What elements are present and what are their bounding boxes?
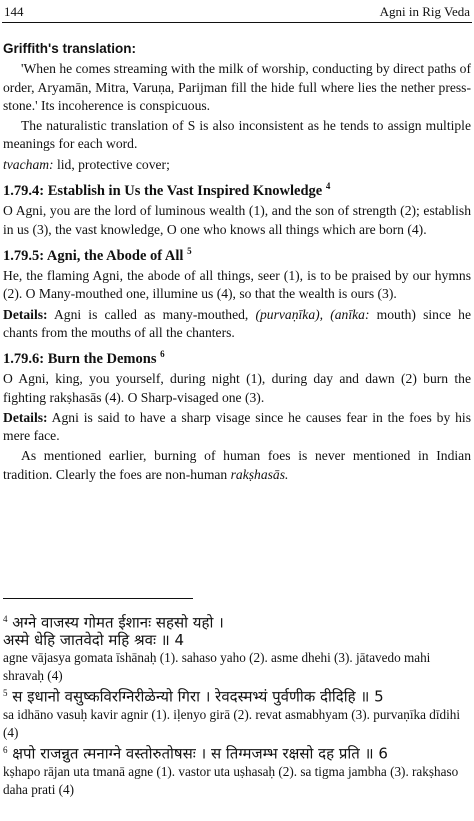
details-1-79-6: Details: Agni is said to have a sharp visage since he causes fear in the foes by his mere face.: [3, 409, 471, 444]
details-1-79-5: Details: Agni is called as many-mouthed, (purvaṇīka), (anīka: mouth) since he chants from the mouths of all the chanters.: [3, 306, 472, 340]
section-text-1-79-5: He, the flaming Agni, the abode of all things, seer (1), is to be praised by our hymns (2). O Many-mouthed one, illumine us (4), so that the wealth is ours (3).: [3, 267, 471, 302]
footnote-ref: 5: [187, 245, 192, 256]
griffith-quote: 'When he comes streaming with the milk of worship, conducting by direct paths of order, Aryamān, Mitra, Varuṇa, Parijman fill the hide full where lies the nether press-stone.' Its incoherence is conspicuous.: [3, 61, 471, 113]
tvacham-term: tvacham:: [3, 156, 54, 172]
footnote-4: $^4$ अग्ने वाजस्य गोमत ईशानः सहसो यहो । अस्मे धेहि जातवेदो महि श्रवः ॥ 4 agne vājasya gomata īshānaḥ (1). sahaso yaho (2). asme dhehi (3). jātavedo mahi shravaḥ (4): [3, 613, 431, 683]
tvacham-definition: lid, protective cover;: [53, 156, 170, 172]
page-number: 144: [4, 4, 24, 19]
header-rule: [2, 22, 472, 23]
footnote-ref: 4: [325, 181, 331, 192]
footnote-ref: 6: [160, 349, 165, 360]
main-text: [3, 38, 471, 486]
running-title: Agni in Rig Veda: [379, 4, 470, 19]
naturalistic-paragraph: The naturalistic translation of S is also inconsistent as he tends to assign multiple meanings for each word.: [3, 118, 471, 152]
footnote-5: $^5$ स इधानो वसुष्कविरग्निरीळेन्यो गिरा । रेवदस्मभ्यं पुर्वणीक दीदिहि ॥ 5 sa idhāno vasuḥ kavir agnir (1). iḷenyo girā (2). revat asmabhyam (3). purvaṇīka dīdihi (4): [3, 687, 461, 740]
section-heading-1-79-6: 1.79.6: Burn the Demons $^6$: [3, 349, 165, 367]
section-text-1-79-6: O Agni, king, you yourself, during night (1), during day and dawn (2) burn the fighting rakṣhasās (4). O Sharp-visaged one (3).: [3, 371, 471, 405]
footnote-6: $^6$ क्षपो राजन्नुत त्मनाग्ने वस्तोरुतोषसः । स तिग्मजम्भ रक्षसो दह प्रति ॥ 6 kṣhapo rājan uta tmanā agne (1). vastor uta uṣhasaḥ (2). sa tigma jambha (3). rakṣhaso daha prati (4): [3, 744, 459, 797]
section-text-1-79-4: O Agni, you are the lord of luminous wealth (1), and the son of strength (2); establish in us (3), the vast knowledge, O one who knows all things which are born (4).: [3, 203, 471, 237]
griffith-title: Griffith's translation:: [3, 41, 136, 56]
footnote-rule: [3, 598, 193, 599]
tvacham-gloss: [3, 156, 471, 174]
section-heading-1-79-4: 1.79.4: Establish in Us the Vast Inspired Knowledge $^4$: [3, 181, 331, 199]
closing-note: As mentioned earlier, burning of human foes is never mentioned in Indian tradition. Clearly the foes are non-human rakṣhasās.: [3, 448, 471, 482]
page-header: [4, 3, 470, 21]
section-heading-1-79-5: 1.79.5: Agni, the Abode of All $^5$: [3, 245, 192, 264]
footnotes: [3, 611, 471, 799]
